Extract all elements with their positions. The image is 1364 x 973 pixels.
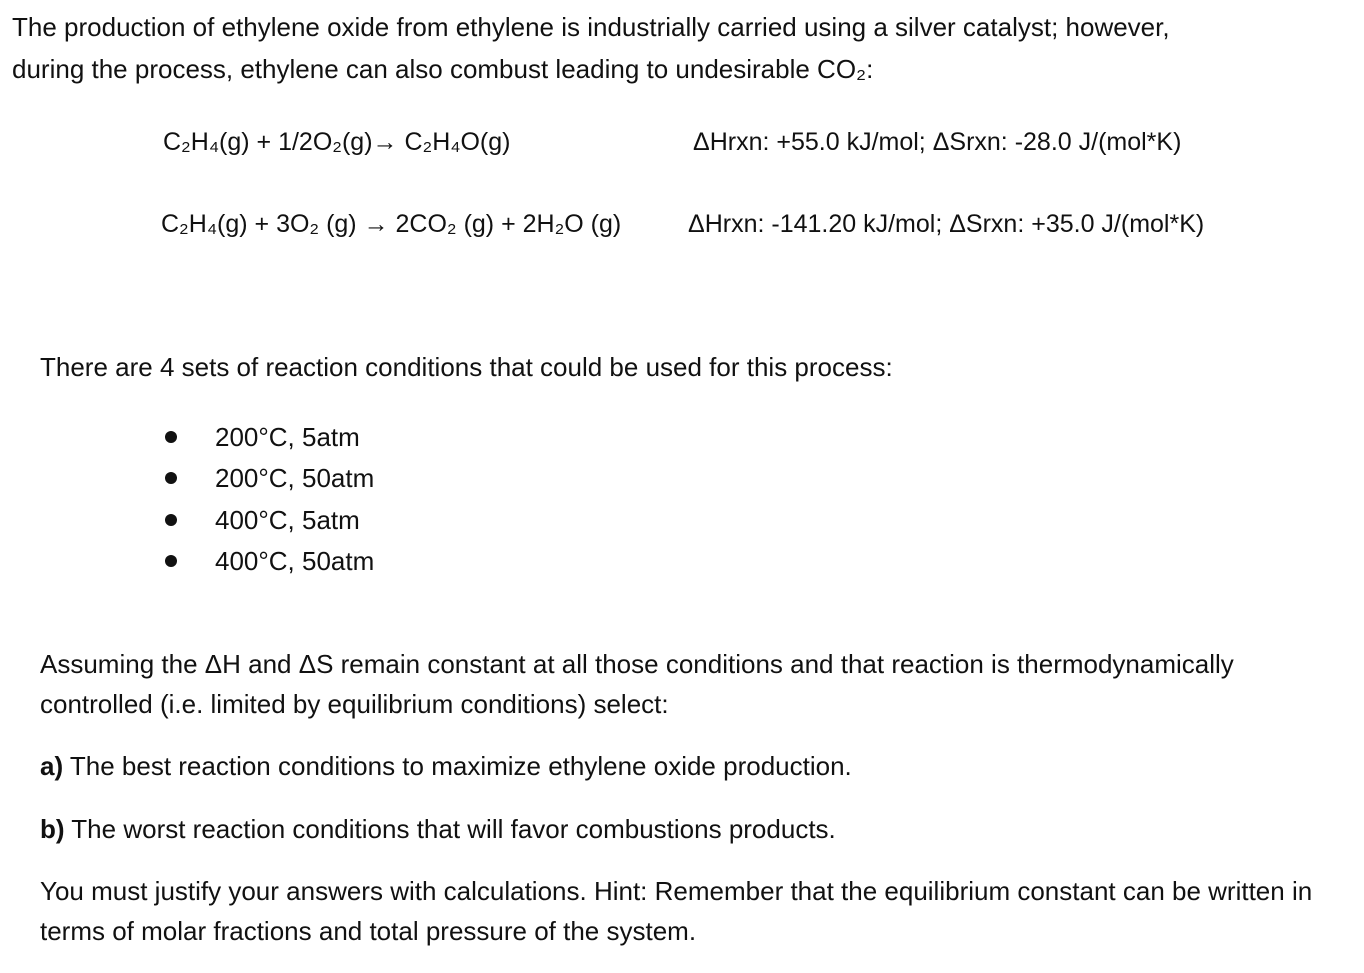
condition-label: 200°C, 50atm [215, 463, 375, 494]
condition-label: 400°C, 5atm [215, 504, 360, 535]
condition-label: 400°C, 50atm [215, 546, 375, 577]
bullet-icon [165, 514, 177, 526]
intro-line-1: The production of ethylene oxide from ethylene is industrially carried using a silver catalyst; however, [12, 12, 1170, 42]
question-a-text: The best reaction conditions to maximize ethylene oxide production. [63, 751, 852, 781]
condition-label: 200°C, 5atm [215, 421, 360, 452]
reaction-2-equation [161, 210, 621, 239]
reaction-2-thermo-text: ΔHrxn: -141.20 kJ/mol; ΔSrxn: +35.0 J/(mol*K) [688, 210, 1205, 238]
intro-line-2: during the process, ethylene can also combust leading to undesirable CO₂: [12, 54, 874, 84]
bullet-icon [165, 555, 177, 567]
question-a-label: a) [40, 751, 64, 781]
reaction-1-thermo [693, 128, 1181, 157]
reaction-1-equation-text: C₂H₄(g) + 1/2O₂(g)→ C₂H₄O(g) [163, 128, 511, 156]
list-item [165, 499, 374, 541]
bullet-icon [165, 472, 177, 484]
conditions-list [165, 416, 374, 582]
reaction-2-equation-text: C₂H₄(g) + 3O₂ (g) → 2CO₂ (g) + 2H₂O (g) [161, 210, 622, 238]
list-item [165, 541, 374, 583]
reaction-2-thermo [688, 210, 1204, 239]
assumption-paragraph: Assuming the ΔH and ΔS remain constant at all those conditions and that reaction is thermodynamically controlled (i.e. limited by equilibrium conditions) select: [40, 649, 1234, 719]
list-item [165, 458, 374, 500]
question-b [40, 809, 1350, 849]
question-b-text: The worst reaction conditions that will favor combustions products. [64, 814, 836, 844]
list-item [165, 416, 374, 458]
reaction-1-equation [163, 128, 511, 157]
question-b-label: b) [40, 814, 65, 844]
conditions-intro: There are 4 sets of reaction conditions that could be used for this process: [40, 352, 893, 382]
intro-paragraph [12, 6, 1352, 90]
reaction-1-thermo-text: ΔHrxn: +55.0 kJ/mol; ΔSrxn: -28.0 J/(mol*K) [693, 128, 1182, 156]
question-a [40, 746, 1350, 786]
bullet-icon [165, 431, 177, 443]
justify-paragraph: You must justify your answers with calculations. Hint: Remember that the equilibrium constant can be written in terms of molar fractions and total pressure of the system. [40, 876, 1313, 946]
